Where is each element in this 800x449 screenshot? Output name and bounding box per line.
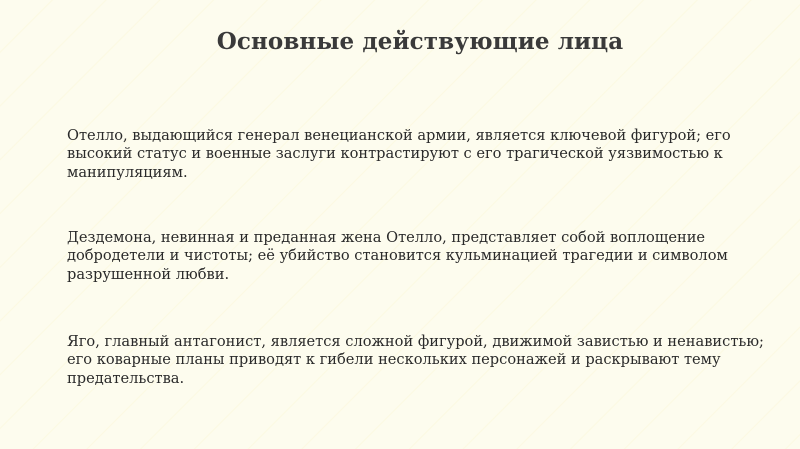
paragraph-iago: Яго, главный антагонист, является сложной фигурой, движимой завистью и ненавистью; его коварные планы приводят к гибели нескольких персонажей и раскрывают тему предательства. [67, 333, 764, 387]
slide-title: Основные действующие лица [216, 28, 624, 55]
paragraph-desdemona: Дездемона, невинная и преданная жена Отелло, представляет собой воплощение добродетели и чистоты; её убийство становится кульминацией трагедии и символом разрушенной любви. [67, 229, 728, 283]
paragraph-othello: Отелло, выдающийся генерал венецианской армии, является ключевой фигурой; его высокий статус и военные заслуги контрастируют с его трагической уязвимостью к манипуляциям. [67, 127, 731, 181]
